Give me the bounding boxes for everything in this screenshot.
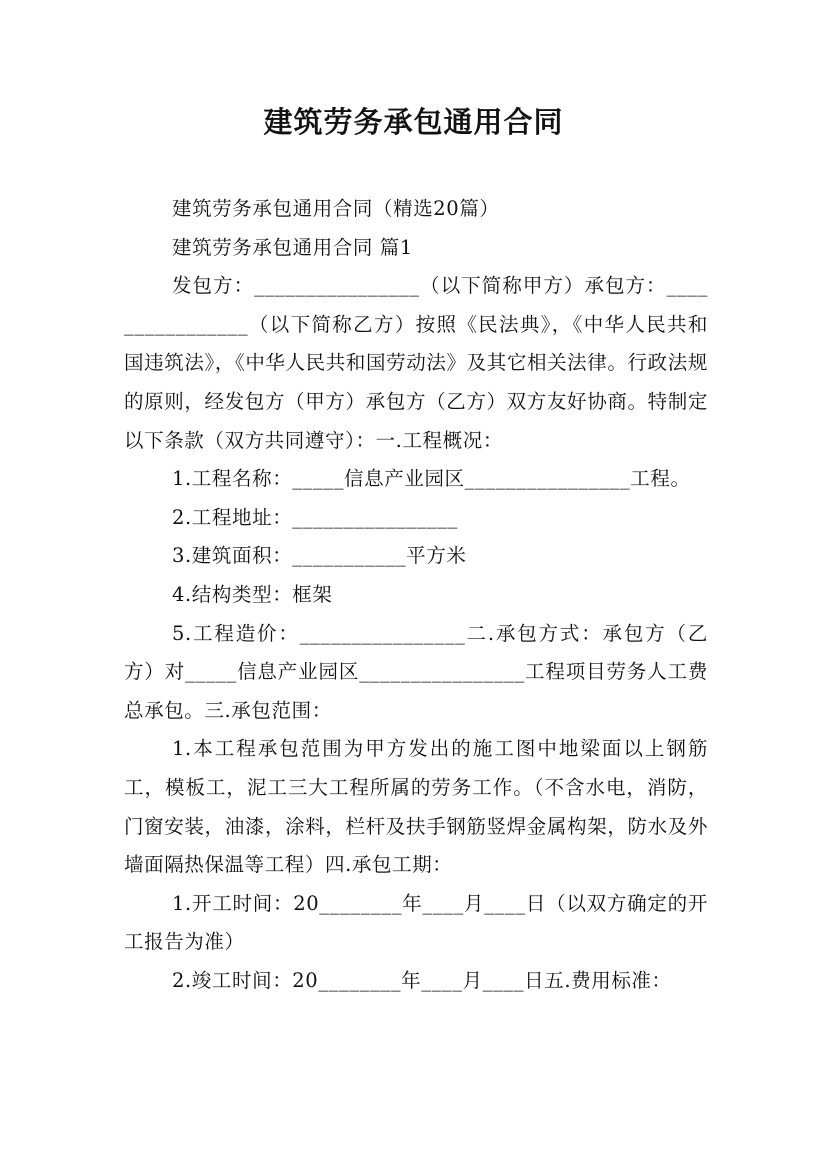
paragraph-project-cost: 5.工程造价：________________二.承包方式：承包方（乙方）对_____信息产业园区________________工程项目劳务人工费总承包。三.承包范围： <box>124 621 708 722</box>
paragraph-project-name: 1.工程名称：_____信息产业园区________________工程。 <box>172 467 691 491</box>
paragraph-completion-time: 2.竣工时间：20________年____月____日五.费用标准： <box>172 968 672 992</box>
paragraph-start-time: 1.开工时间：20________年____月____日（以双方确定的开工报告为准） <box>124 891 708 954</box>
paragraph-subtitle: 建筑劳务承包通用合同（精选20篇） <box>172 197 500 220</box>
paragraph-section-heading: 建筑劳务承包通用合同 篇1 <box>172 235 413 259</box>
paragraph-scope: 1.本工程承包范围为甲方发出的施工图中地梁面以上钢筋工，模板工，泥工三大工程所属的劳务工作。（不含水电，消防，门窗安装，油漆，涂料，栏杆及扶手钢筋竖焊金属构架，防水及外墙面隔热保温等工程）四.承包工期： <box>124 737 708 877</box>
document-title: 建筑劳务承包通用合同 <box>263 105 564 139</box>
document-body <box>124 190 708 1000</box>
paragraph-project-address: 2.工程地址：________________ <box>172 505 458 529</box>
paragraph-parties: 发包方：________________（以下简称甲方）承包方：________________（以下简称乙方）按照《民法典》，《中华人民共和国违筑法》，《中华人民共和国劳动法》及其它相关法律。行政法规的原则，经发包方（甲方）承包方（乙方）双方友好协商。特制定以下条款（双方共同遵守）：一.工程概况： <box>124 274 708 452</box>
paragraph-building-area: 3.建筑面积：___________平方米 <box>172 544 467 568</box>
paragraph-structure-type: 4.结构类型：框架 <box>172 582 333 606</box>
